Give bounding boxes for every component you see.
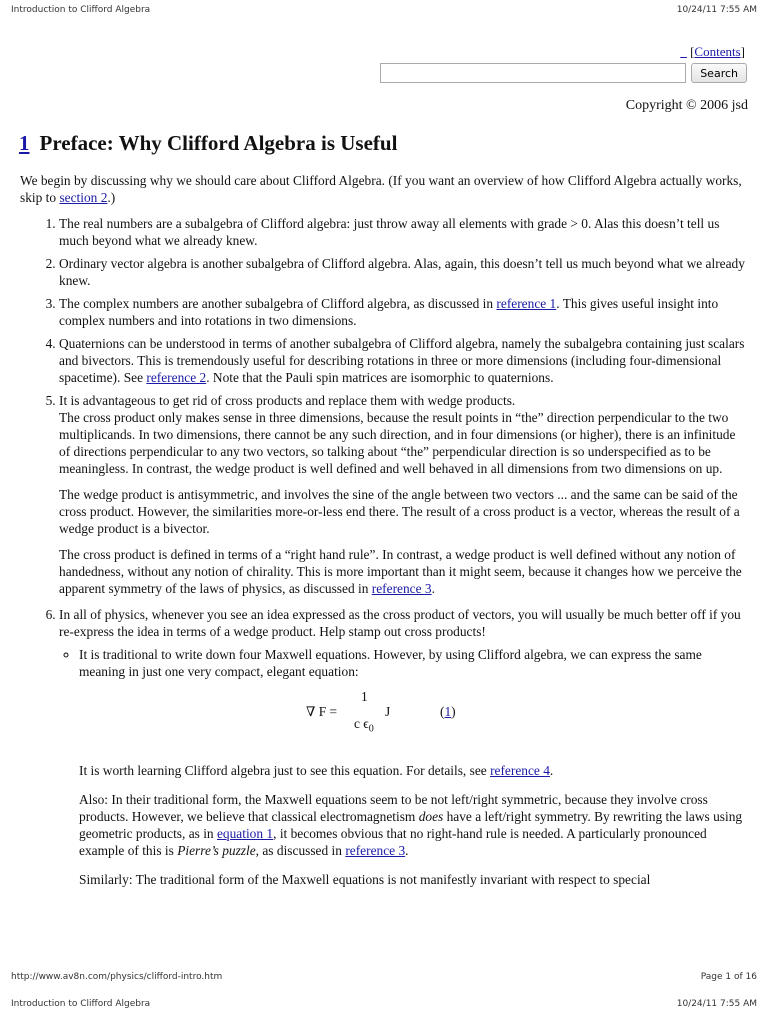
reference-4-link[interactable]: reference 4 xyxy=(490,763,550,778)
print-header-datetime: 10/24/11 7:55 AM xyxy=(676,999,757,1009)
sub-list xyxy=(59,646,745,888)
paragraph-text: . xyxy=(431,581,435,596)
tag-open: ( xyxy=(440,704,445,719)
item-text: In all of physics, whenever you see an idea expressed as the cross product of vectors, you will usually be much better off if you re-express the idea in terms of a wedge product. Help stamp out cross products! xyxy=(59,607,741,639)
item-text: It is advantageous to get rid of cross products and replace them with wedge products. xyxy=(59,393,516,408)
paragraph-text: , as discussed in xyxy=(255,843,346,858)
antisymmetric-paragraph: The wedge product is antisymmetric, and involves the sine of the angle between two vectors ... and the same can be said of the cross product. However, the similarities more-or-less end there. The result of a cross product is a vector, whereas the result of a wedge product is a bivector. xyxy=(59,487,740,536)
denominator-text: c ϵ xyxy=(354,716,369,731)
equation-1-link[interactable]: equation 1 xyxy=(216,826,274,841)
list-item xyxy=(59,295,745,329)
print-header xyxy=(11,5,757,15)
reference-3-link-2[interactable]: reference 3 xyxy=(345,843,406,858)
sub-list-item xyxy=(79,646,745,888)
paragraph-text: . xyxy=(549,763,554,778)
reasons-list xyxy=(20,215,745,888)
worth-learning-paragraph xyxy=(79,762,745,779)
list-item xyxy=(59,335,745,386)
section-heading xyxy=(19,131,397,156)
cross-product-paragraph: The cross product only makes sense in three dimensions, because the result points in “the” direction perpendicular to the two multiplicands. In two dimensions, there cannot be any such direction, and in four dimensions (or higher), there is an infinitude of directions perpendicular to any two vectors, so talking about “the” perpendicular direction is so underspecified as to be meaningless. In contrast, the wedge product is well defined and well behaved in all dimensions from two dimensions on up. xyxy=(59,410,736,476)
bracket-open: [ xyxy=(690,44,695,59)
print-footer xyxy=(11,972,757,982)
equation-number xyxy=(440,703,456,720)
contents-link[interactable]: Contents xyxy=(694,44,741,59)
intro-tail: .) xyxy=(107,190,116,205)
main-content xyxy=(20,172,745,894)
equation-rhs: J xyxy=(385,704,391,719)
print-header-datetime: 10/24/11 7:55 AM xyxy=(676,5,757,15)
denominator-subscript: 0 xyxy=(368,723,374,735)
search-input[interactable] xyxy=(380,63,686,83)
reference-1-link[interactable]: reference 1 xyxy=(496,296,557,311)
equation-numerator: 1 xyxy=(361,689,368,704)
equation-lhs: ∇ F = xyxy=(306,704,338,719)
handedness-paragraph xyxy=(59,546,745,597)
emphasis-pierres-puzzle: Pierre’s puzzle xyxy=(177,843,256,858)
section-number-link[interactable]: 1 xyxy=(19,131,30,155)
paragraph-text: , it becomes obvious that no right-hand rule is needed. A particularly pronounced example of this is xyxy=(79,826,707,858)
intro-text: We begin by discussing why we should care about Clifford Algebra. (If you want an overview of how Clifford Algebra actually works, skip to xyxy=(20,173,742,205)
copyright-notice: Copyright © 2006 jsd xyxy=(625,98,748,113)
tag-close: ) xyxy=(451,704,456,719)
print-footer-page: Page 1 of 16 xyxy=(700,972,757,982)
list-item xyxy=(59,392,745,597)
maxwell-equation xyxy=(79,688,745,750)
section-2-link[interactable]: section 2 xyxy=(59,190,108,205)
reference-3-link[interactable]: reference 3 xyxy=(371,581,432,596)
print-header-title: Introduction to Clifford Algebra xyxy=(11,5,151,15)
item-text: Quaternions can be understood in terms of another subalgebra of Clifford algebra, namely the subalgebra containing just scalars and bivectors. This is tremendously useful for describing rotations in three or more dimensions (including four-dimensional spacetime). See xyxy=(59,336,745,385)
item-text: . This gives useful insight into complex numbers and into rotations in two dimensions. xyxy=(59,296,719,328)
search-bar xyxy=(380,63,747,83)
paragraph-text: . xyxy=(405,843,409,858)
equation-denominator xyxy=(354,715,374,738)
search-button[interactable]: Search xyxy=(691,63,747,83)
emphasis-does: does xyxy=(418,809,444,824)
top-navigation xyxy=(680,44,745,60)
print-header-next-page xyxy=(11,999,757,1009)
list-item xyxy=(59,606,745,888)
intro-paragraph xyxy=(20,172,745,206)
equation-number-link[interactable]: 1 xyxy=(444,704,452,719)
list-item xyxy=(59,255,745,289)
print-header-title: Introduction to Clifford Algebra xyxy=(11,999,151,1009)
item-text: The complex numbers are another subalgebra of Clifford algebra, as discussed in xyxy=(59,296,497,311)
sub-item-text: It is traditional to write down four Maxwell equations. However, by using Clifford algebra, we can express the same meaning in just one very compact, elegant equation: xyxy=(79,647,702,679)
item-text: Ordinary vector algebra is another subalgebra of Clifford algebra. Alas, again, this doesn’t tell us much beyond what we already knew. xyxy=(59,256,745,288)
reference-2-link[interactable]: reference 2 xyxy=(146,370,207,385)
print-footer-url: http://www.av8n.com/physics/clifford-intro.htm xyxy=(11,972,223,982)
paragraph-text: Also: In their traditional form, the Maxwell equations seem to be not left/right symmetric, because they involve cross products. However, we believe that classical electromagnetism xyxy=(79,792,708,824)
list-item xyxy=(59,215,745,249)
item-text: The real numbers are a subalgebra of Clifford algebra: just throw away all elements with grade > 0. Alas this doesn’t tell us much beyond what we already knew. xyxy=(59,216,720,248)
symmetry-paragraph xyxy=(79,791,745,859)
paragraph-text: The cross product is defined in terms of a “right hand rule”. In contrast, a wedge product is well defined without any notion of handedness, without any notion of chirality. This is more important than it might seem, because it changes how we perceive the apparent symmetry of the laws of physics, as discussed in xyxy=(59,547,742,596)
bracket-close: ] xyxy=(740,44,745,59)
up-link[interactable]: _ xyxy=(680,44,687,59)
invariance-paragraph: Similarly: The traditional form of the Maxwell equations is not manifestly invariant with respect to special xyxy=(79,872,651,887)
item-text: . Note that the Pauli spin matrices are isomorphic to quaternions. xyxy=(206,370,554,385)
paragraph-text: have a left/right symmetry. By rewriting the laws using geometric products, as in xyxy=(79,809,743,841)
section-title: Preface: Why Clifford Algebra is Useful xyxy=(39,131,398,155)
paragraph-text: It is worth learning Clifford algebra just to see this equation. For details, see xyxy=(79,763,491,778)
